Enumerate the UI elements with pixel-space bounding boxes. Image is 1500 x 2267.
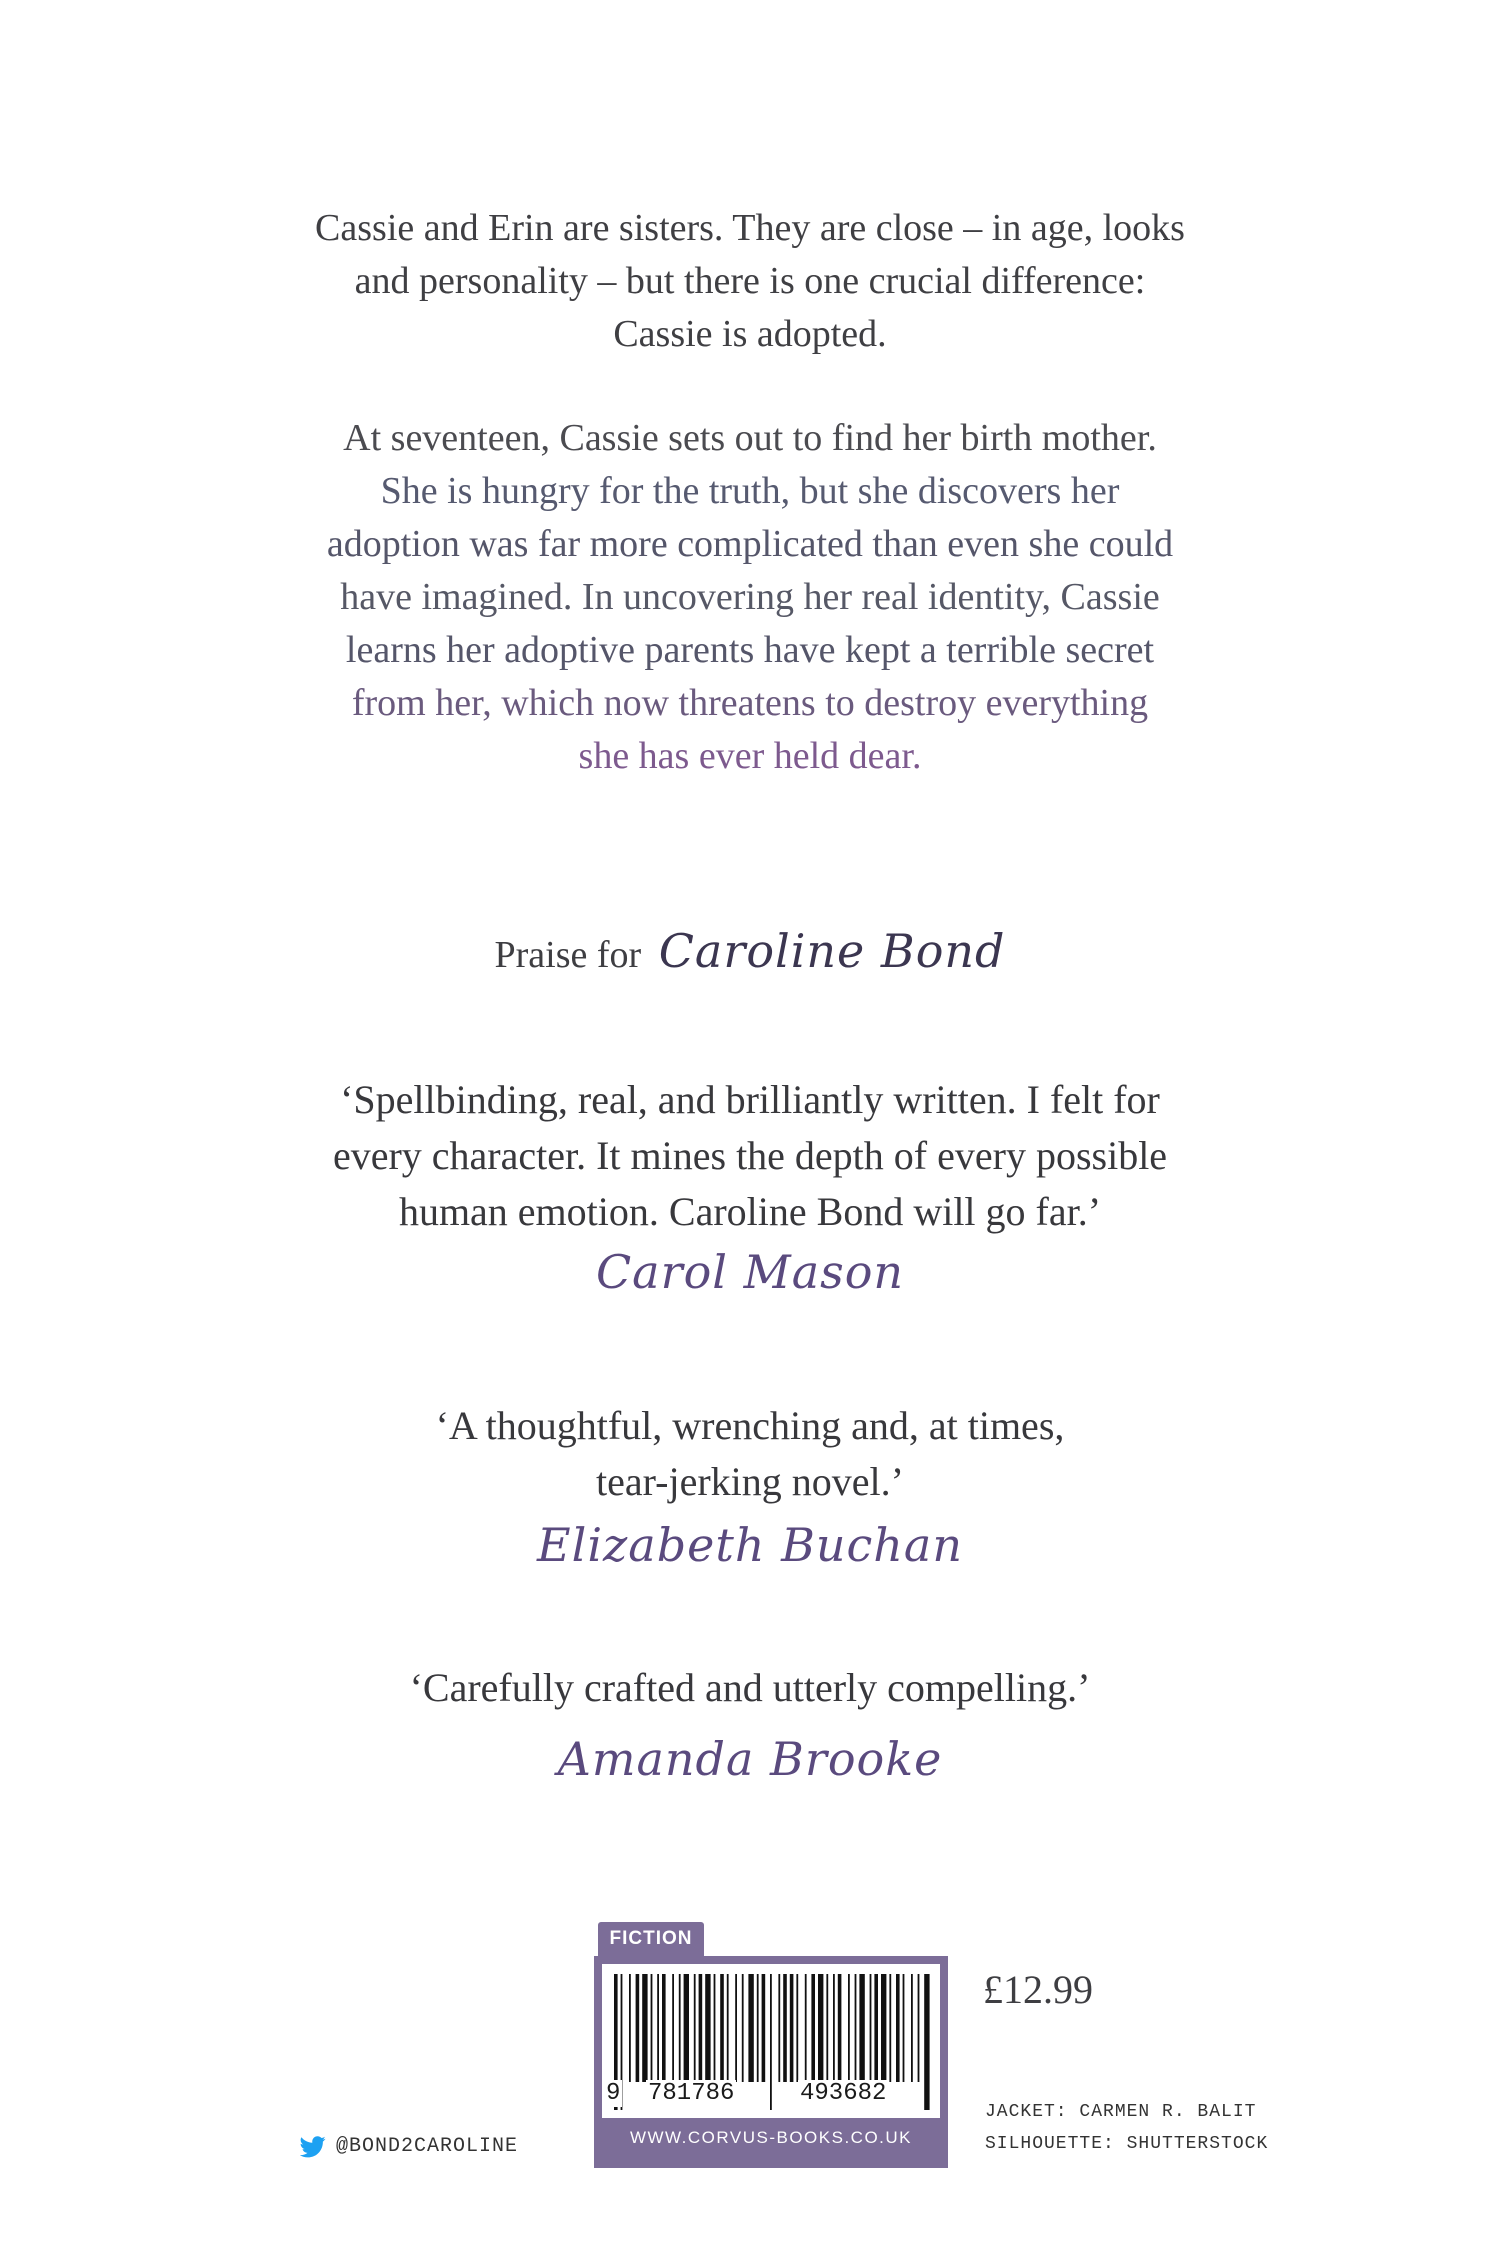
barcode-bar (742, 1974, 744, 2082)
praise-heading-label: Praise for (494, 934, 642, 976)
barcode-bar (859, 1974, 864, 2082)
barcode-bar (903, 1974, 905, 2082)
barcode-bar (762, 1974, 766, 2082)
barcode-bar (911, 1974, 913, 2082)
barcode-bar (811, 1974, 815, 2082)
blurb-line: At seventeen, Cassie sets out to find her birth mother. (343, 417, 1157, 459)
barcode-bar (679, 1974, 681, 2082)
barcode-bar (636, 1974, 640, 2082)
barcode-bar (757, 1974, 759, 2082)
barcode-bar (889, 1974, 891, 2082)
blurb-line: have imagined. In uncovering her real identity, Cassie (340, 576, 1160, 618)
barcode-bar (720, 1974, 724, 2082)
barcode-bar (855, 1974, 857, 2082)
quote-line: ‘Carefully crafted and utterly compelling.’ (409, 1665, 1091, 1710)
quote-line: every character. It mines the depth of every possible (332, 1133, 1168, 1178)
barcode-bar (783, 1974, 787, 2082)
barcode-bar (651, 1974, 653, 2082)
barcode-bar (684, 1974, 689, 2082)
isbn-group-2: 493682 (800, 2080, 887, 2107)
blurb-line: learns her adoptive parents have kept a terrible secret (345, 629, 1155, 671)
blurb-line: and personality – but there is one crucial difference: (354, 260, 1146, 302)
blurb-line: she has ever held dear. (578, 735, 922, 777)
barcode-bar (874, 1974, 878, 2082)
review-quote-2 (150, 1398, 1350, 1510)
barcode-bar (735, 1974, 737, 2082)
quote-line: tear-jerking novel.’ (596, 1459, 904, 1504)
quote-attribution-3: Amanda Brooke (557, 1732, 943, 1786)
author-signature: Caroline Bond (658, 924, 1006, 978)
barcode-bar (790, 1974, 794, 2082)
isbn-lead-digit: 9 (606, 2080, 621, 2107)
barcode-bar (848, 1974, 850, 2082)
publisher-website: WWW.CORVUS-BOOKS.CO.UK (629, 2128, 913, 2147)
blurb-line: Cassie is adopted. (613, 313, 887, 355)
barcode-bar (896, 1974, 900, 2082)
blurb-paragraph-2 (180, 412, 1320, 783)
barcode-bar (838, 1974, 842, 2082)
barcode-bar (714, 1974, 716, 2082)
barcode-bar (881, 1974, 886, 2082)
barcode-bar (672, 1974, 674, 2082)
quote-attribution-1: Carol Mason (595, 1245, 905, 1299)
quote-line: ‘A thoughtful, wrenching and, at times, (435, 1403, 1065, 1448)
isbn-group-1: 781786 (648, 2080, 735, 2107)
review-quote-1 (150, 1072, 1350, 1240)
price: £12.99 (983, 1967, 1093, 2012)
barcode-bar (826, 1974, 828, 2082)
barcode-bar (629, 1974, 631, 2082)
silhouette-credit: SILHOUETTE: SHUTTERSTOCK (985, 2134, 1269, 2154)
barcode-bar (805, 1974, 807, 2082)
fiction-category-label: FICTION (598, 1922, 704, 1956)
blurb-paragraph-1 (180, 202, 1320, 361)
twitter-icon (300, 2136, 326, 2158)
blurb-line: She is hungry for the truth, but she discovers her (380, 470, 1120, 512)
barcode-bar (662, 1974, 666, 2082)
barcode-bar (918, 1974, 920, 2082)
twitter-handle: @BOND2CAROLINE (336, 2135, 519, 2158)
barcode-bar (694, 1974, 696, 2082)
review-quote-3 (150, 1660, 1350, 1716)
barcode-bar (796, 1974, 798, 2082)
praise-heading (0, 924, 1500, 978)
twitter-handle-row (300, 2135, 518, 2158)
quote-line: human emotion. Caroline Bond will go far.’ (398, 1189, 1102, 1234)
barcode-bar (818, 1974, 823, 2082)
barcode-bar (727, 1974, 729, 2082)
barcode-bar (833, 1974, 835, 2082)
barcode-bar (705, 1974, 710, 2082)
barcode-bar (657, 1974, 659, 2082)
quote-attribution-2: Elizabeth Buchan (537, 1518, 963, 1572)
cover-credits (985, 2096, 1268, 2160)
quote-line: ‘Spellbinding, real, and brilliantly written. I felt for (340, 1077, 1160, 1122)
barcode-bar (870, 1974, 872, 2082)
barcode-bar (778, 1974, 780, 2082)
jacket-credit: JACKET: CARMEN R. BALIT (985, 2102, 1257, 2122)
barcode (602, 1964, 940, 2118)
barcode-panel (594, 1956, 948, 2168)
blurb-line: Cassie and Erin are sisters. They are close – in age, looks (315, 207, 1185, 249)
blurb-line: from her, which now threatens to destroy everything (351, 682, 1149, 724)
barcode-bar (699, 1974, 703, 2082)
isbn-number (602, 2080, 940, 2112)
blurb-line: adoption was far more complicated than even she could (326, 523, 1174, 565)
barcode-bar (642, 1974, 647, 2082)
barcode-bar (748, 1974, 753, 2082)
